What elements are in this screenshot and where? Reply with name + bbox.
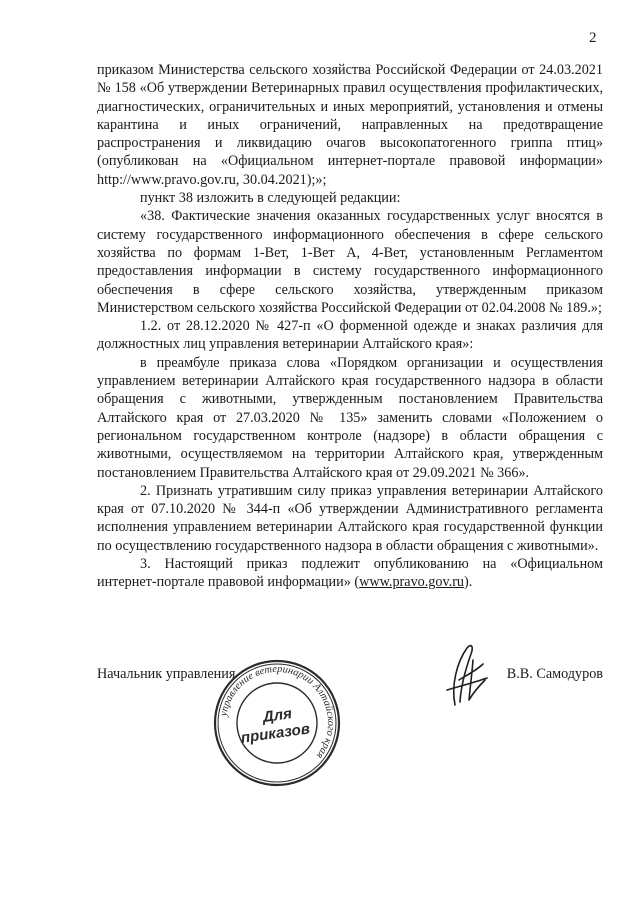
signatory-title: Начальник управления <box>97 666 236 682</box>
paragraph-1-2: 1.2. от 28.12.2020 № 427-п «О форменной одежде и знаках различия для должностных лиц управления ветеринарии Алтайского края»: <box>97 318 603 353</box>
paragraph-3-end: ). <box>464 574 473 591</box>
stamp-ring-text: управление ветеринарии Алтайского края <box>218 663 337 761</box>
official-stamp <box>212 658 342 788</box>
paragraph-order-reference: приказом Министерства сельского хозяйства Российской Федерации от 24.03.2021 № 158 «Об утверждении Ветеринарных правил осуществления профилактических, диагностических, ограничительных и иных мероприятий, установления и отмены карантина и иных ограничений, направленных на предотвращение распространения и ликвидацию очагов высокопатогенного гриппа птиц» (опубликован на «Официальном интернет-портале правовой информации» http://www.pravo.gov.ru, 30.04.2021);»; <box>97 62 603 188</box>
paragraph-point-38-intro: пункт 38 изложить в следующей редакции: <box>140 190 401 207</box>
paragraph-3 <box>97 555 603 592</box>
page-number: 2 <box>589 30 597 46</box>
document-body <box>97 61 603 592</box>
paragraph-point-38-text: «38. Фактические значения оказанных государственных услуг вносятся в систему государственного информационного обеспечения в сфере сельского хозяйства по формам 1-Вет, 1-Вет А, 4-Вет, установленным Регламентом предоставления информации в систему государственного информационного обеспечения в сфере сельского хозяйства, утвержденным приказом Министерством сельского хозяйства Российской Федерации от 02.04.2008 № 189.»; <box>97 208 603 316</box>
paragraph-preamble-change: в преамбуле приказа слова «Порядком организации и осуществления управлением ветеринарии Алтайского края государственного надзора в области обращения с животными, утвержденным постановлением Правительства Алтайского края от 27.03.2020 № 135» заменить словами «Положением о региональном государственном контроле (надзоре) в области обращения с животными, осуществляемом на территории Алтайского края, утвержденным постановлением Правительства Алтайского края от 29.09.2021 № 366». <box>97 354 603 481</box>
signatory-name: В.В. Самодуров <box>506 666 603 682</box>
handwritten-signature <box>425 640 500 710</box>
stamp-center-line2: приказов <box>239 720 311 747</box>
stamp-center-line1: Для <box>261 705 293 726</box>
paragraph-3-text: 3. Настоящий приказ подлежит опубликованию на «Официальном интернет-портале правовой информации» ( <box>97 556 603 591</box>
pravo-link[interactable]: www.pravo.gov.ru <box>359 574 465 591</box>
paragraph-2: 2. Признать утратившим силу приказ управления ветеринарии Алтайского края от 07.10.2020 № 344-п «Об утверждении Административного регламента исполнения управлением ветеринарии Алтайского края государственной функции по осуществлению государственного надзора в области обращения с животными». <box>97 482 603 554</box>
